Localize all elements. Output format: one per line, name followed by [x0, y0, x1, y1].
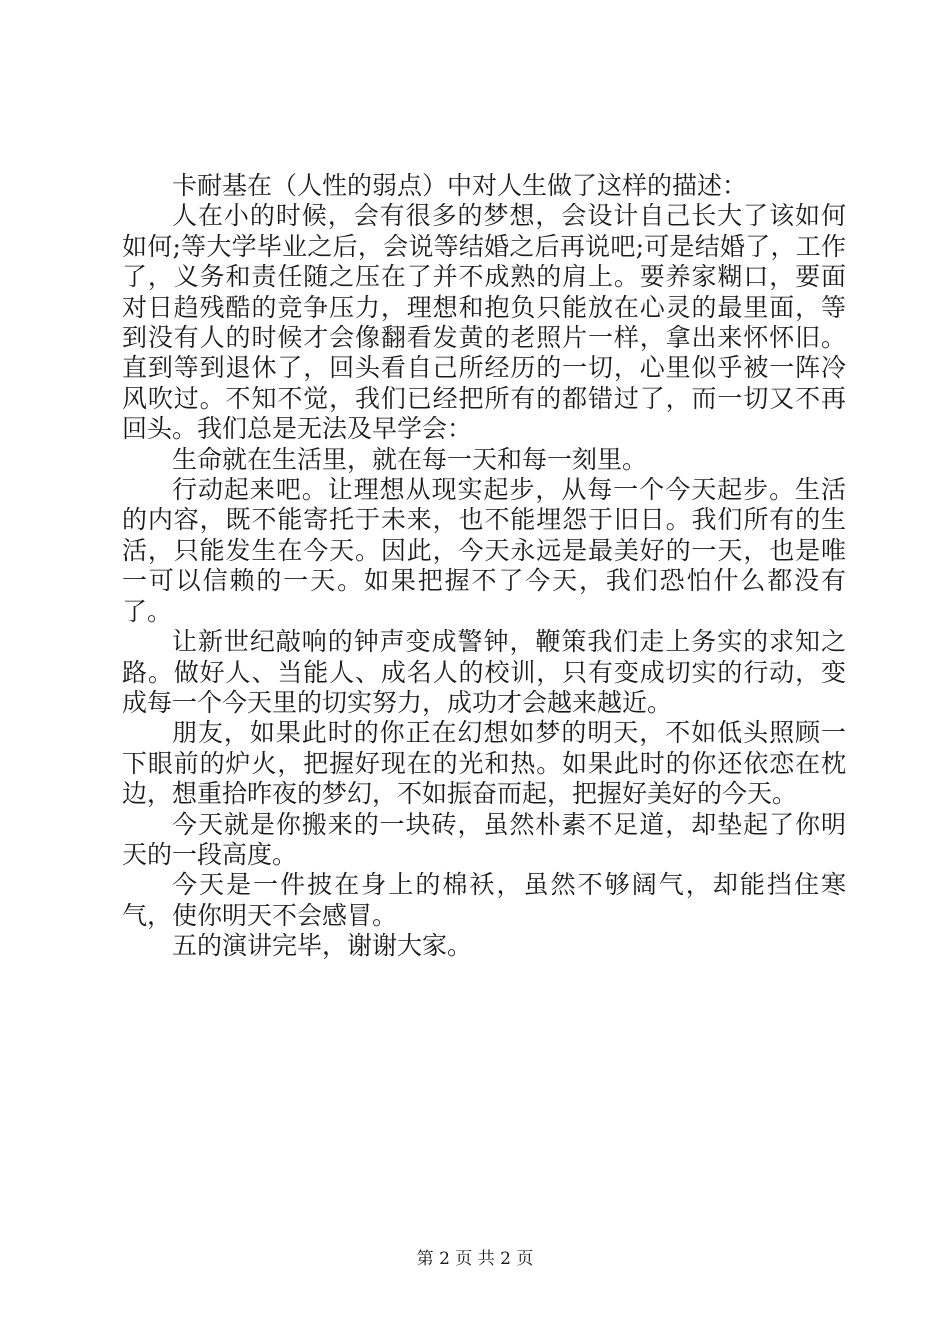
- paragraph-6: 朋友，如果此时的你正在幻想如梦的明天，不如低头照顾一下眼前的炉火，把握好现在的光和热。如果此时的你还依恋在枕边，想重拾昨夜的梦幻，不如振奋而起，把握好美好的今天。: [122, 718, 846, 809]
- paragraph-9: 五的演讲完毕，谢谢大家。: [172, 931, 473, 961]
- paragraph-1: 卡耐基在（人性的弱点）中对人生做了这样的描述：: [172, 171, 748, 200]
- paragraph-4: 行动起来吧。让理想从现实起步，从每一个今天起步。生活的内容，既不能寄托于未来，也不能埋怨于旧日。我们所有的生活，只能发生在今天。因此，今天永远是最美好的一天，也是唯一可以信赖的一天。如果把握不了今天，我们恐怕什么都没有了。: [122, 475, 846, 626]
- paragraph-2: 人在小的时候，会有很多的梦想，会设计自己长大了该如何如何;等大学毕业之后，会说等结婚之后再说吧;可是结婚了，工作了，义务和责任随之压在了并不成熟的肩上。要养家糊口，要面对日趋残酷的竞争压力，理想和抱负只能放在心灵的最里面，等到没有人的时候才会像翻看发黄的老照片一样，拿出来怀怀旧。直到等到退休了，回头看自己所经历的一切，心里似乎被一阵冷风吹过。不知不觉，我们已经把所有的都错过了，而一切又不再回头。我们总是无法及早学会：: [122, 201, 846, 444]
- document-body: [122, 171, 846, 962]
- paragraph-8: 今天是一件披在身上的棉袄，虽然不够阔气，却能挡住寒气，使你明天不会感冒。: [122, 870, 846, 930]
- paragraph-7: 今天就是你搬来的一块砖，虽然朴素不足道，却垫起了你明天的一段高度。: [122, 809, 846, 869]
- page-footer: 第 2 页 共 2 页: [416, 1249, 534, 1269]
- paragraph-5: 让新世纪敲响的钟声变成警钟，鞭策我们走上务实的求知之路。做好人、当能人、成名人的校训，只有变成切实的行动，变成每一个今天里的切实努力，成功才会越来越近。: [122, 627, 846, 717]
- paragraph-3: 生命就在生活里，就在每一天和每一刻里。: [172, 444, 648, 474]
